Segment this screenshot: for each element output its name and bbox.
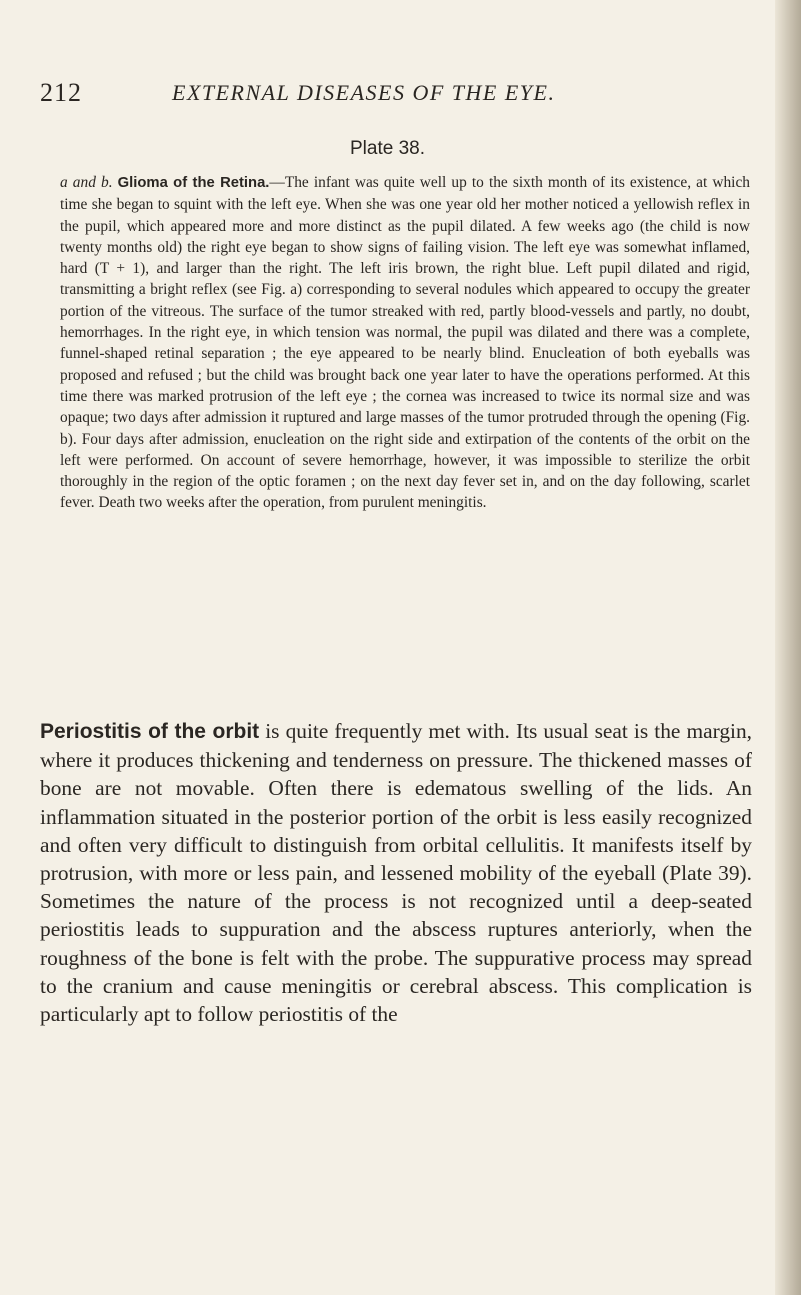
plate-caption xyxy=(60,172,750,514)
caption-text: —The infant was quite well up to the sixth month of its existence, at which time she began to squint with the left eye. When she was one year old her mother noticed a yellowish reflex in the pupil, which appeared more and more distinct as the pupil dilated. A few weeks ago (the child is now twenty months old) the right eye began to show signs of failing vision. The left eye was somewhat inflamed, hard (T + 1), and larger than the right. The left iris brown, the right blue. Left pupil dilated and rigid, transmitting a bright reflex (see Fig. a) corresponding to several nodules which appeared to occupy the greater portion of the vitreous. The surface of the tumor streaked with red, partly blood-vessels and partly, no doubt, hemorrhages. In the right eye, in which tension was normal, the pupil was dilated and there was a complete, funnel-shaped retinal separation ; the eye appeared to be nearly blind. Enucleation of both eyeballs was proposed and refused ; but the child was brought back one year later to have the operations performed. At this time there was marked protrusion of the left eye ; the cornea was increased to twice its normal size and was opaque; two days after admission it ruptured and large masses of the tumor protruded through the opening (Fig. b). Four days after admission, enucleation on the right side and extirpation of the contents of the orbit on the left were performed. On account of severe hemorrhage, however, it was impossible to sterilize the orbit thoroughly in the region of the optic foramen ; on the next day fever set in, and on the day following, scarlet fever. Death two weeks after the operation, from purulent meningitis. xyxy=(60,174,750,512)
caption-heading: Glioma of the Retina. xyxy=(117,175,270,191)
body-text: is quite frequently met with. Its usual seat is the margin, where it produces thickening and tenderness on pressure. The thickened masses of bone are not movable. Often there is edematous swelling of the lids. An inflammation situated in the posterior portion of the orbit is less easily recognized and often very difficult to distinguish from orbital cellulitis. It manifests itself by protrusion, with more or less pain, and lessened mobility of the eyeball (Plate 39). Sometimes the nature of the process is not recognized until a deep-seated periostitis leads to suppuration and the abscess ruptures anteriorly, when the roughness of the bone is felt with the probe. The suppurative process may spread to the cranium and cause meningitis or cerebral abscess. This complication is particularly apt to follow periostitis of the xyxy=(40,719,753,1027)
page-number: 212 xyxy=(40,78,82,107)
body-paragraph xyxy=(40,717,752,1028)
body-lead-heading: Periostitis of the orbit xyxy=(40,720,260,743)
page-edge xyxy=(775,0,801,1295)
running-head: EXTERNAL DISEASES OF THE EYE. xyxy=(172,80,556,105)
plate-title: Plate 38. xyxy=(350,138,425,159)
caption-figure-labels: a and b. xyxy=(60,174,113,191)
page-header xyxy=(40,78,740,118)
